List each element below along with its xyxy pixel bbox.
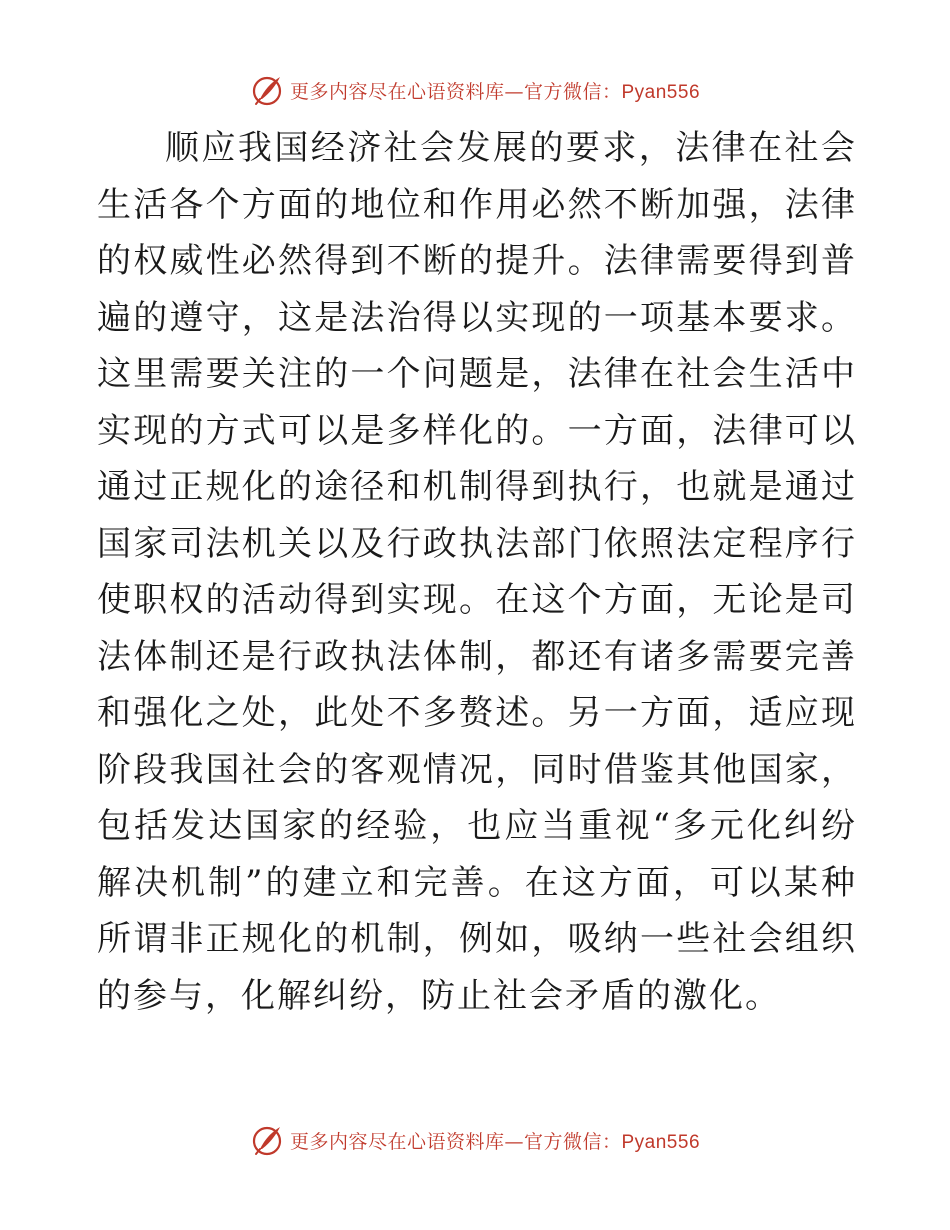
quill-pen-logo-icon — [250, 1123, 284, 1157]
footer-account: Pyan556 — [621, 1131, 701, 1153]
header-banner — [0, 72, 950, 108]
header-wechat-label: 官方微信： — [523, 80, 622, 103]
header-separator: — — [504, 80, 524, 103]
header-text — [290, 77, 700, 104]
header-brand-text: 更多内容尽在心语资料库 — [289, 80, 505, 103]
footer-brand-text: 更多内容尽在心语资料库 — [289, 1130, 505, 1153]
document-body — [97, 120, 857, 1024]
quill-pen-logo-icon — [250, 73, 284, 107]
footer-separator: — — [504, 1130, 524, 1153]
footer-text — [290, 1127, 700, 1154]
footer-wechat-label: 官方微信： — [523, 1130, 622, 1153]
footer-banner — [0, 1122, 950, 1158]
header-account: Pyan556 — [621, 81, 701, 103]
body-paragraph: 顺应我国经济社会发展的要求，法律在社会生活各个方面的地位和作用必然不断加强，法律的权威性必然得到不断的提升。法律需要得到普遍的遵守，这是法治得以实现的一项基本要求。这里需要关注的一个问题是，法律在社会生活中实现的方式可以是多样化的。一方面，法律可以通过正规化的途径和机制得到执行，也就是通过国家司法机关以及行政执法部门依照法定程序行使职权的活动得到实现。在这个方面，无论是司法体制还是行政执法体制，都还有诸多需要完善和强化之处，此处不多赘述。另一方面，适应现阶段我国社会的客观情况，同时借鉴其他国家，包括发达国家的经验，也应当重视“多元化纠纷解决机制”的建立和完善。在这方面，可以某种所谓非正规化的机制，例如，吸纳一些社会组织的参与，化解纠纷，防止社会矛盾的激化。 — [97, 128, 857, 1016]
